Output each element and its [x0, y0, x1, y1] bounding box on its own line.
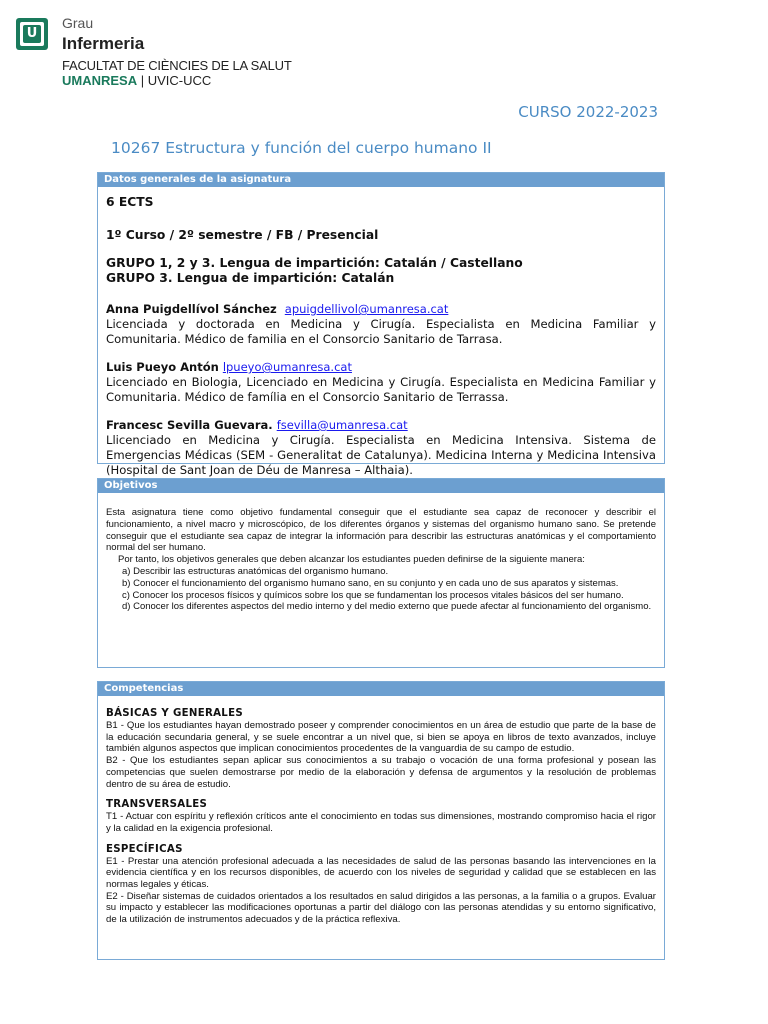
campus-rest: | UVIC-UCC	[137, 73, 212, 88]
group-language-1: GRUPO 1, 2 y 3. Lengua de impartición: Catalán / Castellano	[106, 256, 523, 270]
teacher-3-desc: Llicenciado en Medicina y Cirugía. Especialista en Medicina Intensiva. Sistema de Emergencias Médicas (SEM - Generalitat de Catalunya). Medicina Interna y Medicina Intensiva (Hospital de Sant Joan de Déu de Manresa – Althaia).	[106, 433, 656, 477]
teacher-2-name: Luis Pueyo Antón	[106, 360, 219, 374]
teacher-1-desc: Licenciada y doctorada en Medicina y Cirugía. Especialista en Medicina Familiar y Comunitaria. Médico de familia en el Consorcio Sanitario de Tarrasa.	[106, 317, 656, 346]
teacher-3-name: Francesc Sevilla Guevara.	[106, 418, 273, 432]
brand-program: Infermeria	[62, 34, 145, 53]
objective-item-b: b) Conocer el funcionamiento del organismo humano sano, en su conjunto y en cada uno de sus aparatos y sistemas.	[122, 577, 619, 589]
brand-faculty: FACULTAT DE CIÈNCIES DE LA SALUT	[62, 58, 292, 73]
teacher-1-line	[106, 302, 656, 317]
subject-title: 10267 Estructura y función del cuerpo humano II	[111, 139, 492, 157]
objectives-lead: Por tanto, los objetivos generales que deben alcanzar los estudiantes pueden definirse de la siguiente manera:	[118, 554, 585, 566]
objectives-intro: Esta asignatura tiene como objetivo fundamental conseguir que el estudiante sea capaz de reconocer y describir el funcionamiento, a nivel macro y microscópico, de los diferentes órganos y sistemas del organismo humano sano. Se pretende conseguir que el estudiante sea capaz de integrar la información para describir las estructuras anatómicas y el comportamiento normal del ser humano.	[106, 507, 656, 554]
competency-e1: E1 - Prestar una atención profesional adecuada a las necesidades de salud de las personas basando las intervenciones en la evidencia científica y en los recursos disponibles, de acuerdo con los niveles de seguridad y calidad que se establecen en las normas legales y éticas.	[106, 855, 656, 891]
basic-competencies-title: BÁSICAS Y GENERALES	[106, 708, 243, 719]
teacher-2-desc: Licenciado en Biologia, Licenciado en Medicina y Cirugía. Especialista en Medicina Familiar y Comunitaria. Médico de família en el Consorcio Sanitario de Terrassa.	[106, 375, 656, 404]
specific-competencies-title: ESPECÍFICAS	[106, 843, 183, 855]
ects: 6 ECTS	[106, 195, 154, 209]
teacher-2-line	[106, 360, 656, 375]
general-data-header: Datos generales de la asignatura	[98, 173, 664, 187]
general-data-section	[97, 172, 665, 477]
objectives-section	[97, 478, 665, 668]
teacher-2-email-link[interactable]: lpueyo@umanresa.cat	[222, 360, 352, 374]
course-info: 1º Curso / 2º semestre / FB / Presencial	[106, 228, 379, 242]
competency-t1: T1 - Actuar con espíritu y reflexión críticos ante el conocimiento en todas sus dimensiones, mostrando compromiso hacia el rigor y la calidad en la exigencia profesional.	[106, 811, 656, 834]
teacher-1-name: Anna Puigdellívol Sánchez	[106, 302, 277, 316]
logo-letter: U	[23, 25, 41, 43]
competencies-header: Competencias	[98, 682, 664, 696]
competency-b1: B1 - Que los estudiantes hayan demostrado poseer y comprender conocimientos en un área de estudio que parte de la base de la educación secundaria general, y se suele encontrar a un nivel que, si bien se apoya en libros de texto avanzados, incluye también algunos aspectos que implican conocimientos procedentes de la vanguardia de su campo de estudio.	[106, 720, 656, 755]
campus-manresa: MANRESA	[71, 73, 138, 88]
competency-e2: E2 - Diseñar sistemas de cuidados orientados a los resultados en salud dirigidos a las personas, a la familia o a grupos. Evaluar su impacto y establecer las modificaciones oportunas a partir del diálogo con las personas atendidas y su entorno significativo, de la utilización de instrumentos adecuados y de la práctica reflexiva.	[106, 890, 656, 926]
teacher-3-email-link[interactable]: fsevilla@umanresa.cat	[276, 418, 408, 432]
brand-campus	[62, 73, 211, 88]
competency-b2: B2 - Que los estudiantes sepan aplicar sus conocimientos a su trabajo o vocación de una forma profesional y posean las competencias que suelen demostrarse por medio de la elaboración y defensa de argumentos y la resolución de problemas dentro de su área de estudio.	[106, 755, 656, 790]
teacher-3-line	[106, 418, 656, 433]
campus-u: U	[62, 73, 72, 88]
objective-item-a: a) Describir las estructuras anatómicas del organismo humano.	[122, 565, 389, 577]
competencies-section	[97, 681, 665, 960]
brand-grau: Grau	[62, 15, 94, 31]
objective-item-d: d) Conocer los diferentes aspectos del medio interno y del medio externo que puede afectar al funcionamiento del organismo.	[122, 601, 652, 613]
objectives-header: Objetivos	[98, 479, 664, 493]
teacher-1-email-link[interactable]: apuigdellivol@umanresa.cat	[284, 302, 449, 316]
objective-item-c: c) Conocer los procesos físicos y químicos sobre los que se fundamentan los procesos vitales básicos del ser humano.	[122, 589, 624, 601]
group-language-2: GRUPO 3. Lengua de impartición: Catalán	[106, 271, 395, 285]
course-year: CURSO 2022-2023	[518, 103, 658, 121]
transversal-competencies-title: TRANSVERSALES	[106, 799, 208, 811]
university-logo	[16, 18, 48, 50]
